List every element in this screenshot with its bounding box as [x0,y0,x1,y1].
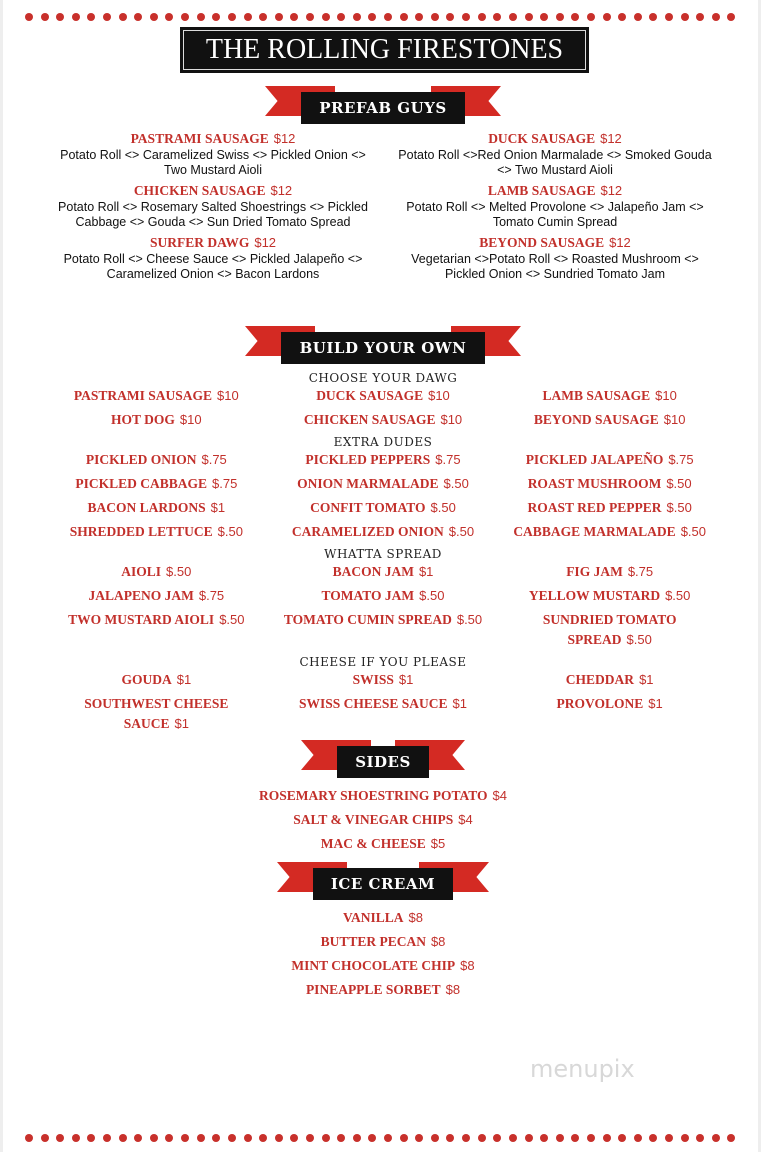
build-option [270,450,497,470]
side-item [43,808,723,832]
dot [150,1134,158,1142]
build-option [270,386,497,406]
ice-cream-item [43,930,723,954]
dot [290,13,298,21]
item-name: BACON LARDONS [87,500,206,515]
dot [306,1134,314,1142]
item-name: TOMATO CUMIN SPREAD [283,612,452,627]
item-price: $.50 [666,500,692,515]
ice-cream-item [43,978,723,1002]
item-price: $1 [418,564,434,579]
dot [587,13,595,21]
item-name: FIG JAM [566,564,623,579]
dot [446,1134,454,1142]
item-name: TOMATO JAM [321,588,415,603]
dot [415,1134,423,1142]
prefab-item [390,234,720,282]
item-name: SUNDRIED TOMATO SPREAD [542,612,677,647]
item-name: LAMB SAUSAGE [542,388,651,403]
prefab-item-description: Vegetarian <>Potato Roll <> Roasted Mushroom <> Pickled Onion <> Sundried Tomato Jam [411,252,699,281]
dot [525,1134,533,1142]
dot [634,1134,642,1142]
item-price: $1 [176,672,192,687]
item-price: $8 [460,958,475,973]
item-price: $.75 [668,452,694,467]
build-option [43,522,270,542]
build-option [496,694,723,734]
build-option [496,670,723,690]
item-price: $.75 [198,588,225,603]
item-price: $10 [217,388,239,403]
dot [618,1134,626,1142]
dot [712,13,720,21]
build-subheading: CHOOSE YOUR DAWG [308,371,458,385]
sides-banner [301,740,465,780]
item-price: $.75 [627,564,654,579]
dot [72,1134,80,1142]
dot [119,13,127,21]
item-name: PICKLED PEPPERS [305,452,431,467]
build-banner [245,326,521,366]
item-name: DUCK SAUSAGE [488,131,596,146]
item-name: PASTRAMI SAUSAGE [73,388,213,403]
lower-menu [43,339,723,1002]
dot [337,1134,345,1142]
dot [322,1134,330,1142]
dot [603,13,611,21]
dot [540,13,548,21]
item-name: PASTRAMI SAUSAGE [130,131,269,146]
prefab-item-description: Potato Roll <> Melted Provolone <> Jalapeño Jam <> Tomato Cumin Spread [406,200,704,229]
item-name: LAMB SAUSAGE [487,183,596,198]
item-name: DUCK SAUSAGE [316,388,424,403]
item-price: $.50 [166,564,192,579]
item-name: PROVOLONE [556,696,644,711]
build-option [43,694,270,734]
dot [165,13,173,21]
dot [493,1134,501,1142]
build-option [43,498,270,518]
dot [400,13,408,21]
dot [306,13,314,21]
build-option [270,610,497,650]
item-name: MAC & CHEESE [320,836,426,851]
sides-list [43,784,723,856]
dot [649,13,657,21]
item-name: PICKLED JALAPEÑO [525,452,664,467]
dot [212,1134,220,1142]
prefab-item-header [390,234,720,252]
side-item [43,784,723,808]
dot [275,13,283,21]
dot [478,13,486,21]
dot [290,1134,298,1142]
build-subheading: WHATTA SPREAD [324,547,442,561]
prefab-item [48,182,378,230]
item-name: CHICKEN SAUSAGE [303,412,436,427]
prefab-item [48,234,378,282]
item-price: $12 [273,131,296,146]
build-option [270,474,497,494]
dot [103,13,111,21]
item-price: $.50 [626,632,652,647]
build-subheading: EXTRA DUDES [333,435,433,449]
item-name: CARAMELIZED ONION [291,524,444,539]
dot [727,13,735,21]
build-option [496,522,723,542]
dot [571,13,579,21]
item-price: $.50 [665,588,691,603]
dot [134,1134,142,1142]
build-heading: BUILD YOUR OWN [281,332,485,364]
prefab-right-column [390,130,720,286]
prefab-item [390,130,720,178]
build-option [496,450,723,470]
build-option [496,498,723,518]
build-option [496,562,723,582]
dot [681,1134,689,1142]
item-price: $.50 [430,500,456,515]
build-option [496,386,723,406]
build-row [43,450,723,470]
item-name: PICKLED ONION [85,452,197,467]
build-row [43,386,723,406]
item-price: $.50 [219,612,245,627]
build-option [43,610,270,650]
dot [165,1134,173,1142]
dot [134,13,142,21]
item-name: ROAST MUSHROOM [527,476,662,491]
ice-cream-heading: ICE CREAM [313,868,453,900]
dot [244,13,252,21]
item-price: $.75 [201,452,227,467]
build-option [270,522,497,542]
dot [228,13,236,21]
build-row [43,522,723,542]
dot [41,13,49,21]
top-dot-border [25,13,736,23]
item-name: CHICKEN SAUSAGE [133,183,266,198]
item-price: $.75 [435,452,461,467]
item-name: SWISS CHEESE SAUCE [298,696,448,711]
item-name: CABBAGE MARMALADE [513,524,676,539]
item-price: $.50 [217,524,243,539]
prefab-item [48,130,378,178]
build-option [496,610,723,650]
build-option [270,562,497,582]
dot [337,13,345,21]
item-price: $12 [270,183,293,198]
ice-cream-banner [277,862,489,902]
dot [72,13,80,21]
dot [634,13,642,21]
dot [353,1134,361,1142]
item-name: PICKLED CABBAGE [75,476,207,491]
build-option [43,386,270,406]
dot [571,1134,579,1142]
item-name: PINEAPPLE SORBET [305,982,441,997]
prefab-item-header [390,182,720,200]
build-your-own-section [43,370,723,734]
dot [509,1134,517,1142]
dot [181,13,189,21]
dot [275,1134,283,1142]
item-price: $.50 [666,476,692,491]
dot [525,13,533,21]
item-price: $.50 [443,476,469,491]
dot [462,13,470,21]
dot [681,13,689,21]
build-option [43,586,270,606]
dot [25,1134,33,1142]
item-price: $4 [458,812,473,827]
item-name: HOT DOG [111,412,175,427]
build-option [270,694,497,734]
prefab-item-header [48,130,378,148]
item-price: $1 [174,716,189,731]
item-price: $.50 [419,588,445,603]
prefab-item-header [48,182,378,200]
dot [259,13,267,21]
item-price: $10 [179,412,202,427]
dot [509,13,517,21]
dot [197,1134,205,1142]
prefab-item-description: Potato Roll <> Rosemary Salted Shoestrings <> Pickled Cabbage <> Gouda <> Sun Dried Tomato Spread [58,200,368,229]
item-price: $10 [428,388,450,403]
item-price: $1 [639,672,654,687]
dot [384,13,392,21]
item-name: ONION MARMALADE [297,476,439,491]
dot [587,1134,595,1142]
item-name: SWISS [352,672,394,687]
prefab-item-description: Potato Roll <> Cheese Sauce <> Pickled Jalapeño <> Caramelized Onion <> Bacon Lardons [63,252,363,281]
item-name: TWO MUSTARD AIOLI [68,612,215,627]
item-price: $.50 [680,524,707,539]
dot [384,1134,392,1142]
item-name: SALT & VINEGAR CHIPS [293,812,454,827]
dot [368,13,376,21]
dot [556,13,564,21]
dot [665,13,673,21]
dot [446,13,454,21]
item-price: $4 [492,788,508,803]
dot [462,1134,470,1142]
prefab-item-description: Potato Roll <>Red Onion Marmalade <> Smoked Gouda <> Two Mustard Aioli [398,148,712,177]
dot [103,1134,111,1142]
ice-cream-item [43,906,723,930]
sides-heading: SIDES [337,746,429,778]
dot [712,1134,720,1142]
dot [478,1134,486,1142]
build-row [43,670,723,690]
dot [415,13,423,21]
dot [400,1134,408,1142]
build-option [496,474,723,494]
build-option [270,410,497,430]
dot [556,1134,564,1142]
item-price: $1 [210,500,226,515]
dot [150,13,158,21]
item-name: ROAST RED PEPPER [527,500,662,515]
dot [197,13,205,21]
dot [181,1134,189,1142]
dot [493,13,501,21]
bottom-dot-border [25,1134,736,1144]
prefab-item [390,182,720,230]
dot [41,1134,49,1142]
dot [212,13,220,21]
dot [119,1134,127,1142]
item-price: $.50 [456,612,483,627]
dot [603,1134,611,1142]
build-row [43,410,723,430]
build-row [43,474,723,494]
item-price: $.75 [212,476,238,491]
dot [431,13,439,21]
item-price: $12 [600,131,622,146]
item-name: BACON JAM [332,564,414,579]
item-price: $12 [600,183,623,198]
item-name: SURFER DAWG [149,235,250,250]
dot [727,1134,735,1142]
build-option [43,474,270,494]
item-name: ROSEMARY SHOESTRING POTATO [258,788,488,803]
build-row [43,498,723,518]
prefab-left-column [48,130,378,286]
dot [87,13,95,21]
dot [228,1134,236,1142]
item-price: $1 [648,696,663,711]
dot [618,13,626,21]
item-name: CHEDDAR [565,672,635,687]
item-price: $8 [408,910,423,925]
item-price: $10 [440,412,463,427]
build-option [43,450,270,470]
build-option [43,410,270,430]
item-name: SHREDDED LETTUCE [69,524,213,539]
item-price: $12 [609,235,631,250]
ice-cream-list [43,906,723,1002]
item-name: VANILLA [343,910,404,925]
item-name: BUTTER PECAN [320,934,426,949]
item-price: $12 [254,235,277,250]
item-name: CONFIT TOMATO [310,500,426,515]
item-price: $8 [445,982,461,997]
prefab-item-header [390,130,720,148]
prefab-item-header [48,234,378,252]
dot [56,1134,64,1142]
item-name: GOUDA [121,672,172,687]
dot [368,1134,376,1142]
item-price: $.50 [448,524,475,539]
dot [353,13,361,21]
item-name: AIOLI [121,564,162,579]
dot [696,13,704,21]
item-name: BEYOND SAUSAGE [479,235,605,250]
dot [540,1134,548,1142]
build-row [43,694,723,734]
build-option [270,498,497,518]
build-option [43,562,270,582]
watermark: menupix [530,1055,635,1083]
item-price: $10 [663,412,686,427]
prefab-banner [265,86,501,126]
item-price: $8 [430,934,446,949]
dot [696,1134,704,1142]
item-name: JALAPENO JAM [88,588,194,603]
build-row [43,610,723,650]
build-option [270,586,497,606]
build-row [43,586,723,606]
build-option [270,670,497,690]
item-name: MINT CHOCOLATE CHIP [291,958,456,973]
item-name: SOUTHWEST CHEESE SAUCE [84,696,229,731]
item-price: $1 [452,696,467,711]
prefab-heading: PREFAB GUYS [301,92,465,124]
dot [259,1134,267,1142]
item-name: BEYOND SAUSAGE [533,412,659,427]
dot [665,1134,673,1142]
item-price: $1 [398,672,414,687]
dot [25,13,33,21]
build-subheading: CHEESE IF YOU PLEASE [299,655,467,669]
item-name: YELLOW MUSTARD [528,588,661,603]
build-row [43,562,723,582]
side-item [43,832,723,856]
dot [244,1134,252,1142]
build-option [496,586,723,606]
item-price: $5 [430,836,446,851]
restaurant-title: THE ROLLING FIRESTONES [180,27,589,73]
dot [322,13,330,21]
item-price: $10 [655,388,677,403]
dot [56,13,64,21]
prefab-item-description: Potato Roll <> Caramelized Swiss <> Pickled Onion <> Two Mustard Aioli [60,148,366,177]
ice-cream-item [43,954,723,978]
dot [87,1134,95,1142]
build-option [496,410,723,430]
dot [649,1134,657,1142]
build-option [43,670,270,690]
dot [431,1134,439,1142]
